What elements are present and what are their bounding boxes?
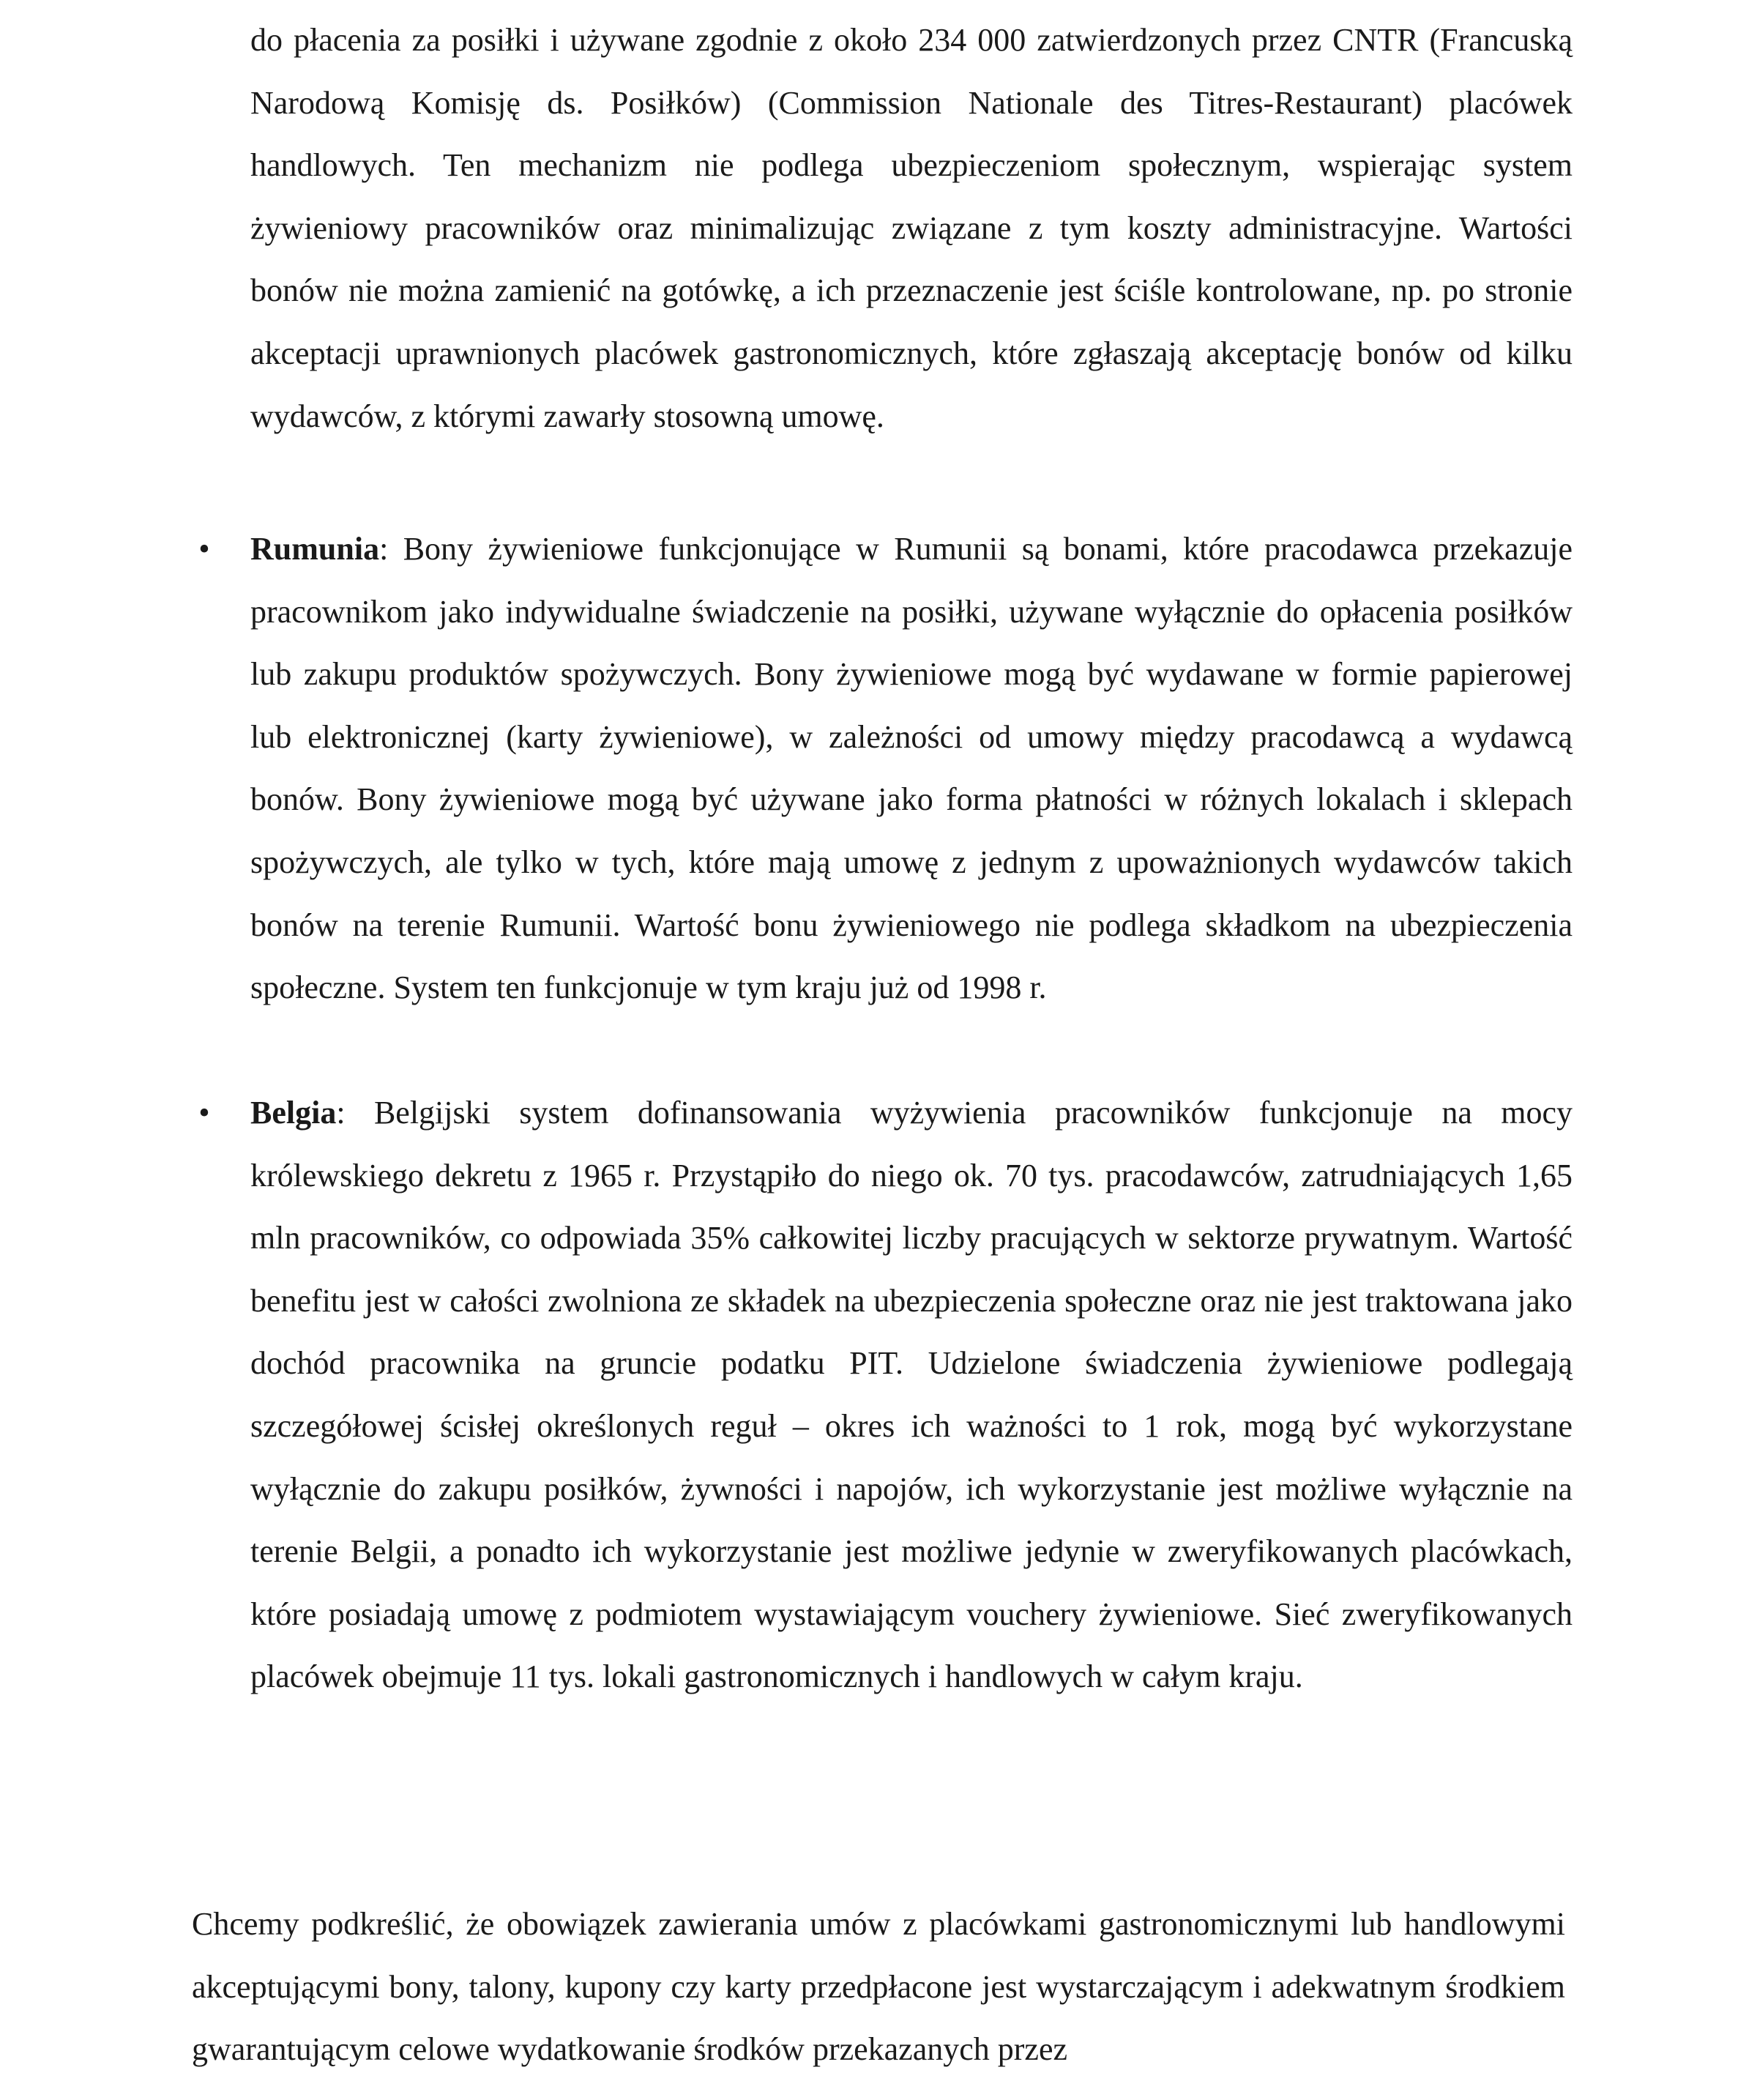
bullet-icon: • [198,1095,210,1131]
continuation-paragraph: do płacenia za posiłki i używane zgodnie z około 234 000 zatwierdzonych przez CNTR (Francuską Narodową Komisję ds. Posiłków) (Commission Nationale des Titres-Restaurant) placówek handlowych. Ten mechanizm nie podlega ubezpieczeniom społecznym, wspierając system żywieniowy pracowników oraz minimalizując związane z tym koszty administracyjne. Wartości bonów nie można zamienić na gotówkę, a ich przeznaczenie jest ściśle kontrolowane, np. po stronie akceptacji uprawnionych placówek gastronomicznych, które zgłaszają akceptację bonów od kilku wydawców, z którymi zawarły stosowną umowę. [250,22,1573,434]
closing-paragraph: Chcemy podkreślić, że obowiązek zawierania umów z placówkami gastronomicznymi lub handlowymi akceptującymi bony, talony, kupony czy karty przedpłacone jest wystarczającym i adekwatnym środkiem gwarantującym celowe wydatkowanie środków przekazanych przez [192,1906,1565,2068]
country-text-rumunia: : Bony żywieniowe funkcjonujące w Rumunii są bonami, które pracodawca przekazuje pracownikom jako indywidualne świadczenie na posiłki, używane wyłącznie do opłacenia posiłków lub zakupu produktów spożywczych. Bony żywieniowe mogą być wydawane w formie papierowej lub elektronicznej (karty żywieniowe), w zależności od umowy między pracodawcą a wydawcą bonów. Bony żywieniowe mogą być używane jako forma płatności w różnych lokalach i sklepach spożywczych, ale tylko w tych, które mają umowę z jednym z upoważnionych wydawców takich bonów na terenie Rumunii. Wartość bonu żywieniowego nie podlega składkom na ubezpieczenia społeczne. System ten funkcjonuje w tym kraju już od 1998 r. [250,531,1573,1006]
bullet-item-rumunia [198,518,1573,1019]
country-text-belgia: : Belgijski system dofinansowania wyżywienia pracowników funkcjonuje na mocy królewskiego dekretu z 1965 r. Przystąpiło do niego ok. 70 tys. pracodawców, zatrudniających 1,65 mln pracowników, co odpowiada 35% całkowitej liczby pracujących w sektorze prywatnym. Wartość benefitu jest w całości zwolniona ze składek na ubezpieczenia społeczne oraz nie jest traktowana jako dochód pracownika na gruncie podatku PIT. Udzielone świadczenia żywieniowe podlegają szczegółowej ścisłej określonych reguł – okres ich ważności to 1 rok, mogą być wykorzystane wyłącznie do zakupu posiłków, żywności i napojów, ich wykorzystanie jest możliwe wyłącznie na terenie Belgii, a ponadto ich wykorzystanie jest możliwe jedynie w zweryfikowanych placówkach, które posiadają umowę z podmiotem wystawiającym vouchery żywieniowe. Sieć zweryfikowanych placówek obejmuje 11 tys. lokali gastronomicznych i handlowych w całym kraju. [250,1095,1573,1695]
bullet-paragraph-belgia [250,1081,1573,1708]
bullet-icon: • [198,531,210,567]
bullet-paragraph-rumunia [250,518,1573,1019]
country-label-belgia: Belgia [250,1095,337,1131]
bullet-item-belgia [198,1081,1573,1708]
country-label-rumunia: Rumunia [250,531,380,567]
